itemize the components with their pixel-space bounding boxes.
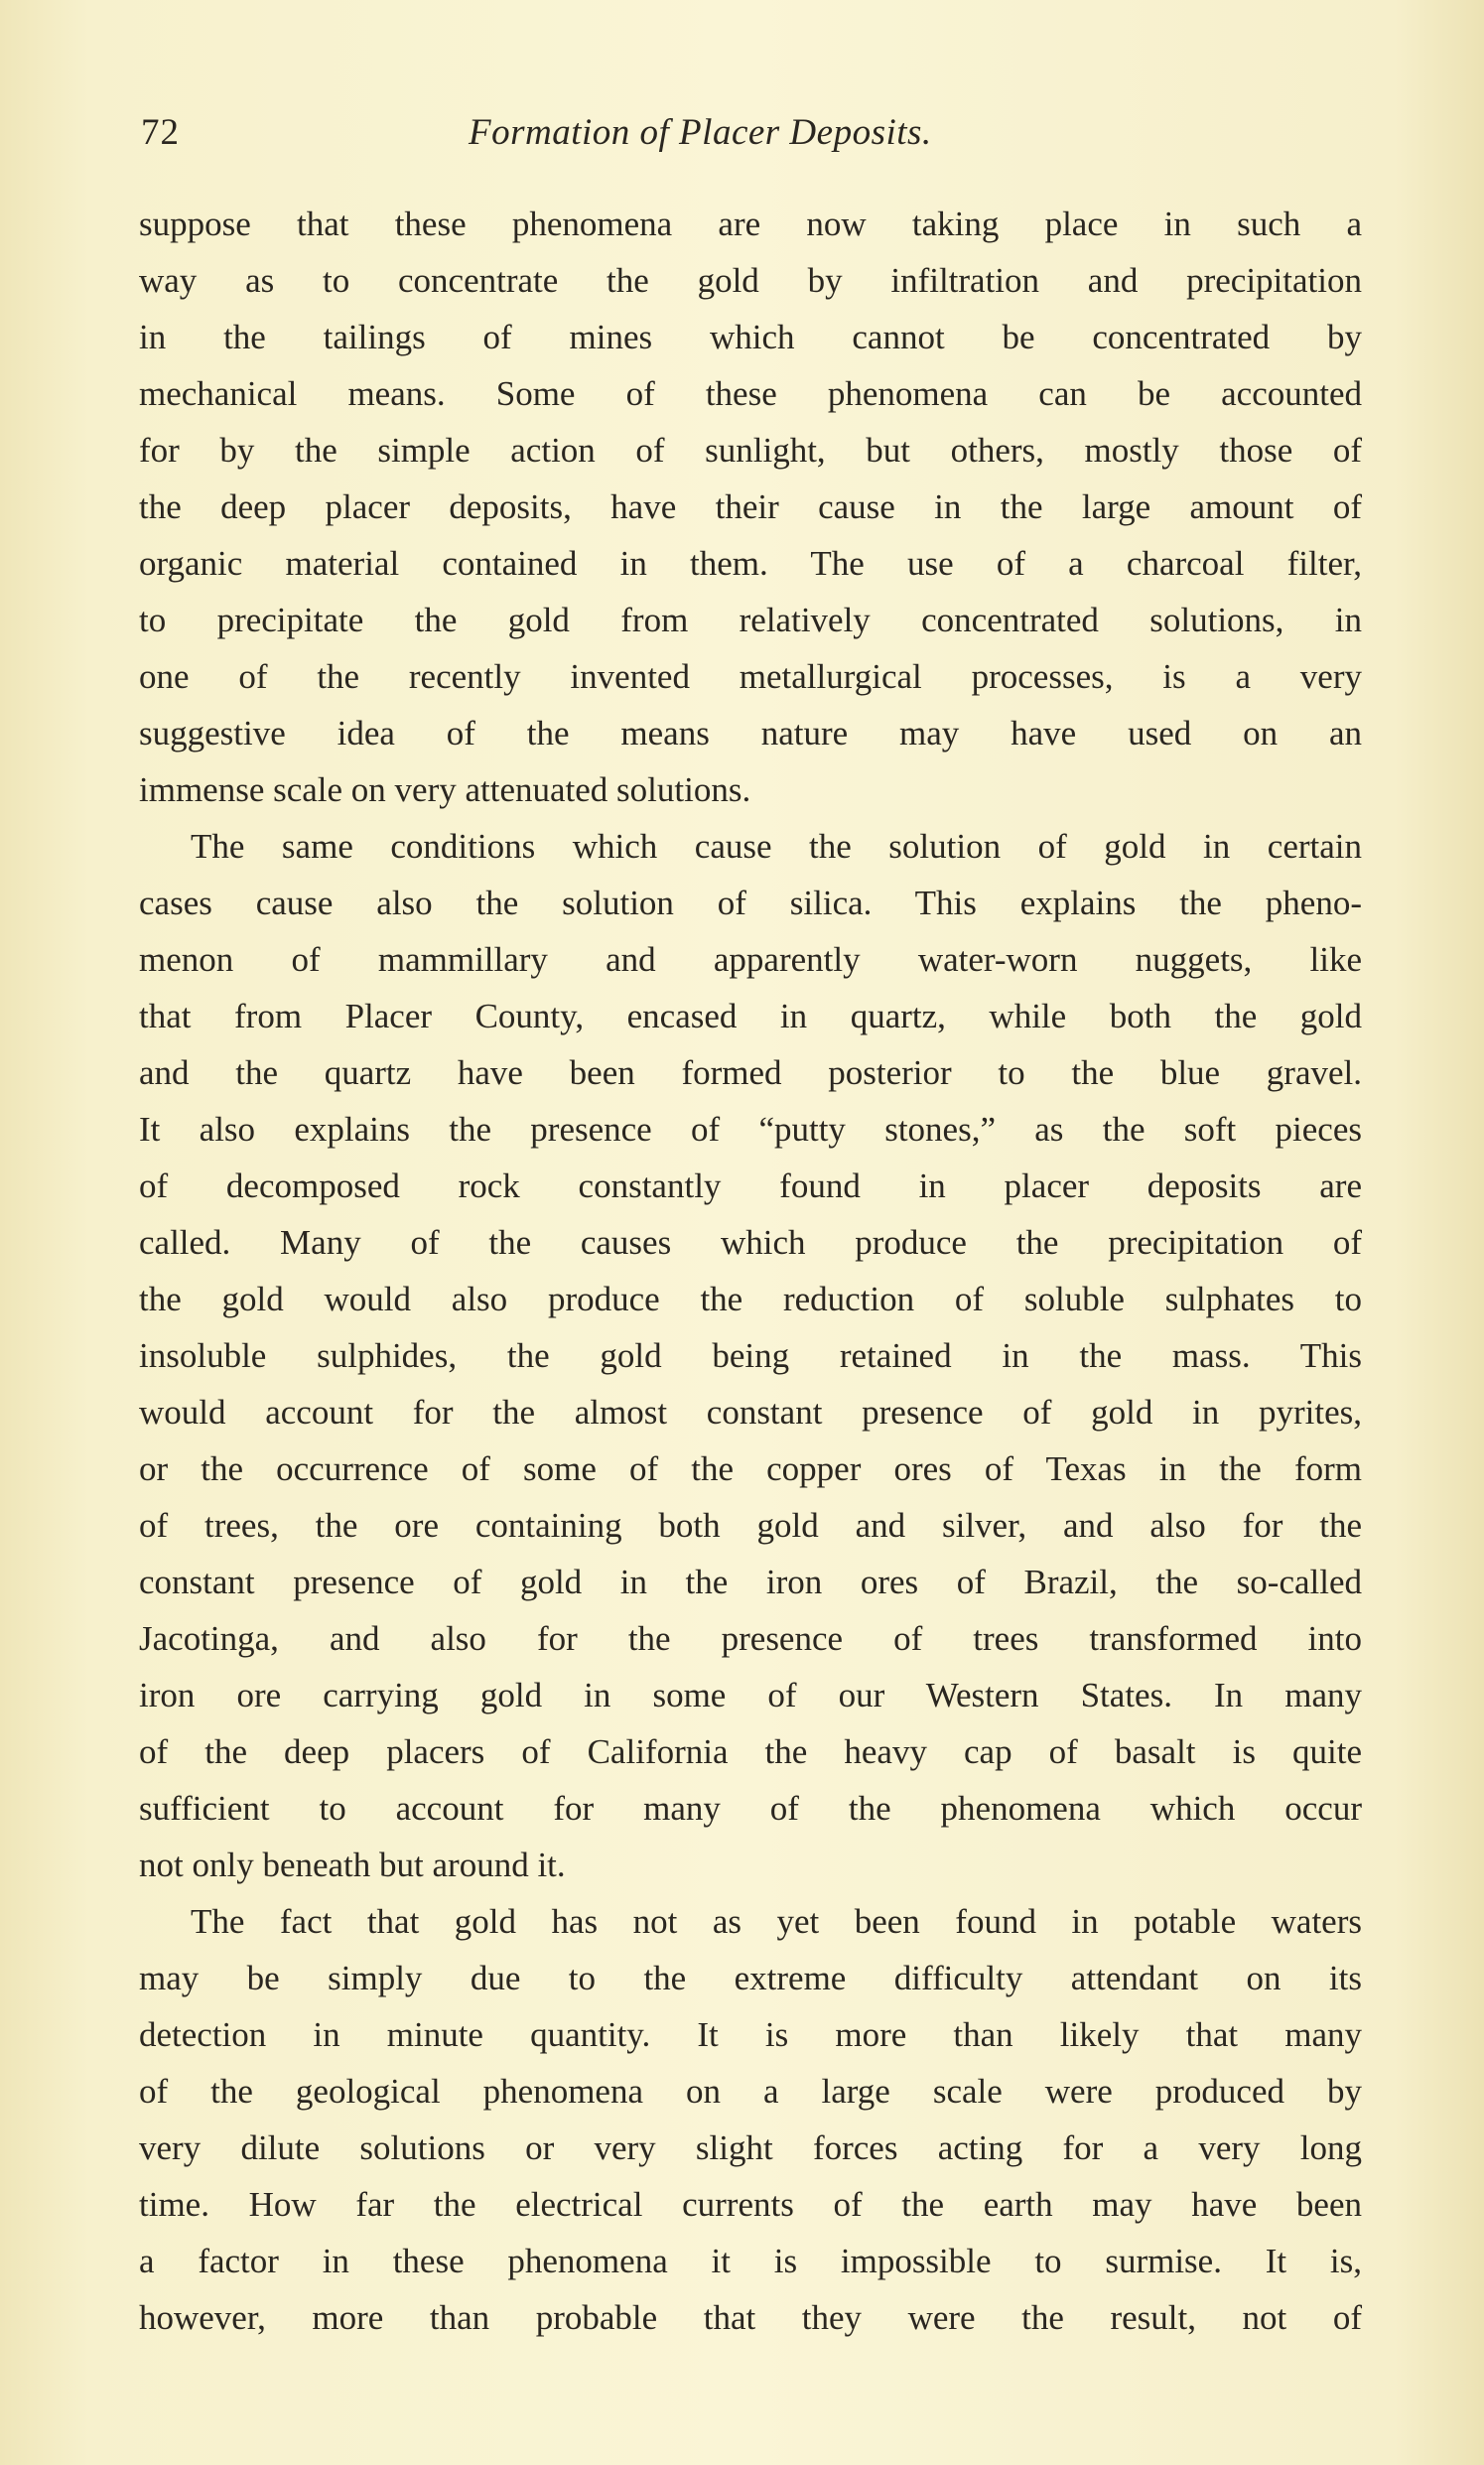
text-line: iron ore carrying gold in some of our Western States. In many: [139, 1676, 1362, 1714]
text-line: organic material contained in them. The use of a charcoal filter,: [139, 544, 1362, 583]
text-line: the gold would also produce the reduction of soluble sulphates to: [139, 1280, 1362, 1318]
text-line: not only beneath but around it.: [139, 1846, 566, 1884]
text-line: constant presence of gold in the iron ores of Brazil, the so-called: [139, 1563, 1362, 1601]
text-line: and the quartz have been formed posterior to the blue gravel.: [139, 1053, 1362, 1092]
text-line: however, more than probable that they were the result, not of: [139, 2298, 1362, 2337]
text-line: would account for the almost constant presence of gold in pyrites,: [139, 1393, 1362, 1432]
page-header: [141, 111, 1360, 161]
text-line: It also explains the presence of “putty stones,” as the soft pieces: [139, 1110, 1362, 1149]
text-line: called. Many of the causes which produce the precipitation of: [139, 1223, 1362, 1262]
text-line: of the geological phenomena on a large scale were produced by: [139, 2072, 1362, 2111]
text-line: Jacotinga, and also for the presence of trees transformed into: [139, 1619, 1362, 1658]
text-line: very dilute solutions or very slight forces acting for a very long: [139, 2128, 1362, 2167]
body-text: [139, 196, 1362, 2346]
text-line: may be simply due to the extreme difficulty attendant on its: [139, 1959, 1362, 1997]
text-line: suppose that these phenomena are now taking place in such a: [139, 205, 1362, 243]
text-line: the deep placer deposits, have their cause in the large amount of: [139, 487, 1362, 526]
text-line: The same conditions which cause the solution of gold in certain: [191, 827, 1362, 866]
text-line: or the occurrence of some of the copper ores of Texas in the form: [139, 1449, 1362, 1488]
text-line: mechanical means. Some of these phenomena can be accounted: [139, 374, 1362, 413]
text-line: a factor in these phenomena it is impossible to surmise. It is,: [139, 2242, 1362, 2280]
page-number: 72: [141, 112, 180, 153]
text-line: sufficient to account for many of the phenomena which occur: [139, 1789, 1362, 1828]
text-line: one of the recently invented metallurgical processes, is a very: [139, 657, 1362, 696]
text-line: suggestive idea of the means nature may have used on an: [139, 714, 1362, 753]
paragraph-1: [139, 196, 1362, 818]
text-line: of decomposed rock constantly found in placer deposits are: [139, 1166, 1362, 1205]
paragraph-3: [139, 1893, 1362, 2346]
text-line: for by the simple action of sunlight, but others, mostly those of: [139, 431, 1362, 470]
text-line: in the tailings of mines which cannot be concentrated by: [139, 318, 1362, 356]
running-title: Formation of Placer Deposits.: [469, 112, 932, 153]
text-line: that from Placer County, encased in quartz, while both the gold: [139, 997, 1362, 1035]
paragraph-2: [139, 818, 1362, 1893]
text-line: of trees, the ore containing both gold and silver, and also for the: [139, 1506, 1362, 1545]
text-line: detection in minute quantity. It is more than likely that many: [139, 2015, 1362, 2054]
text-line: of the deep placers of California the heavy cap of basalt is quite: [139, 1732, 1362, 1771]
text-line: The fact that gold has not as yet been found in potable waters: [191, 1902, 1362, 1941]
text-line: to precipitate the gold from relatively concentrated solutions, in: [139, 601, 1362, 639]
text-line: way as to concentrate the gold by infiltration and precipitation: [139, 261, 1362, 300]
text-line: cases cause also the solution of silica. This explains the pheno-: [139, 884, 1362, 922]
text-line: insoluble sulphides, the gold being retained in the mass. This: [139, 1336, 1362, 1375]
text-line: menon of mammillary and apparently water-worn nuggets, like: [139, 940, 1362, 979]
text-line: immense scale on very attenuated solutions.: [139, 770, 751, 809]
text-line: time. How far the electrical currents of the earth may have been: [139, 2185, 1362, 2224]
